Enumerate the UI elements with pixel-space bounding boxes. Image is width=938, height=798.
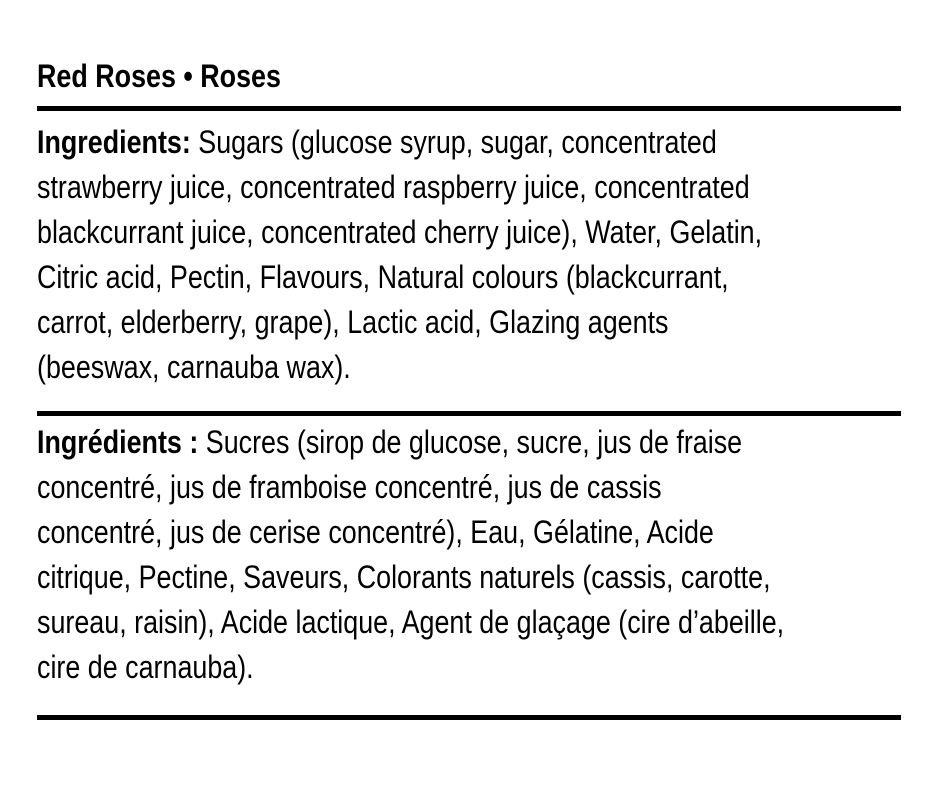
ingredients-fr-line: citrique, Pectine, Saveurs, Colorants naturels (cassis, carotte, bbox=[37, 559, 771, 595]
ingredients-en-line: carrot, elderberry, grape), Lactic acid, Glazing agents bbox=[37, 304, 669, 340]
ingredients-fr-line-text: Sucres (sirop de glucose, sucre, jus de fraise bbox=[198, 424, 743, 460]
ingredients-fr-line: concentré, jus de framboise concentré, jus de cassis bbox=[37, 469, 662, 505]
ingredients-fr-line bbox=[37, 420, 938, 465]
divider-bottom bbox=[37, 715, 901, 720]
ingredients-fr-line: sureau, raisin), Acide lactique, Agent de glaçage (cire d’abeille, bbox=[37, 604, 785, 640]
ingredients-english bbox=[37, 120, 938, 390]
divider-top bbox=[37, 106, 901, 111]
product-title: Red Roses • Roses bbox=[37, 58, 281, 94]
divider-middle bbox=[37, 411, 901, 416]
ingredients-en-line: Citric acid, Pectin, Flavours, Natural colours (blackcurrant, bbox=[37, 259, 729, 295]
ingredients-fr-line: cire de carnauba). bbox=[37, 649, 254, 685]
ingredients-en-line: blackcurrant juice, concentrated cherry juice), Water, Gelatin, bbox=[37, 214, 763, 250]
ingredients-fr-label: Ingrédients : bbox=[37, 424, 199, 460]
ingredients-en-line bbox=[37, 120, 938, 165]
ingredients-en-line: strawberry juice, concentrated raspberry juice, concentrated bbox=[37, 169, 750, 205]
ingredients-french bbox=[37, 420, 938, 690]
ingredients-en-line-text: Sugars (glucose syrup, sugar, concentrated bbox=[190, 124, 717, 160]
ingredients-fr-line: concentré, jus de cerise concentré), Eau, Gélatine, Acide bbox=[37, 514, 714, 550]
ingredients-en-label: Ingredients: bbox=[37, 124, 191, 160]
ingredients-en-line: (beeswax, carnauba wax). bbox=[37, 349, 351, 385]
